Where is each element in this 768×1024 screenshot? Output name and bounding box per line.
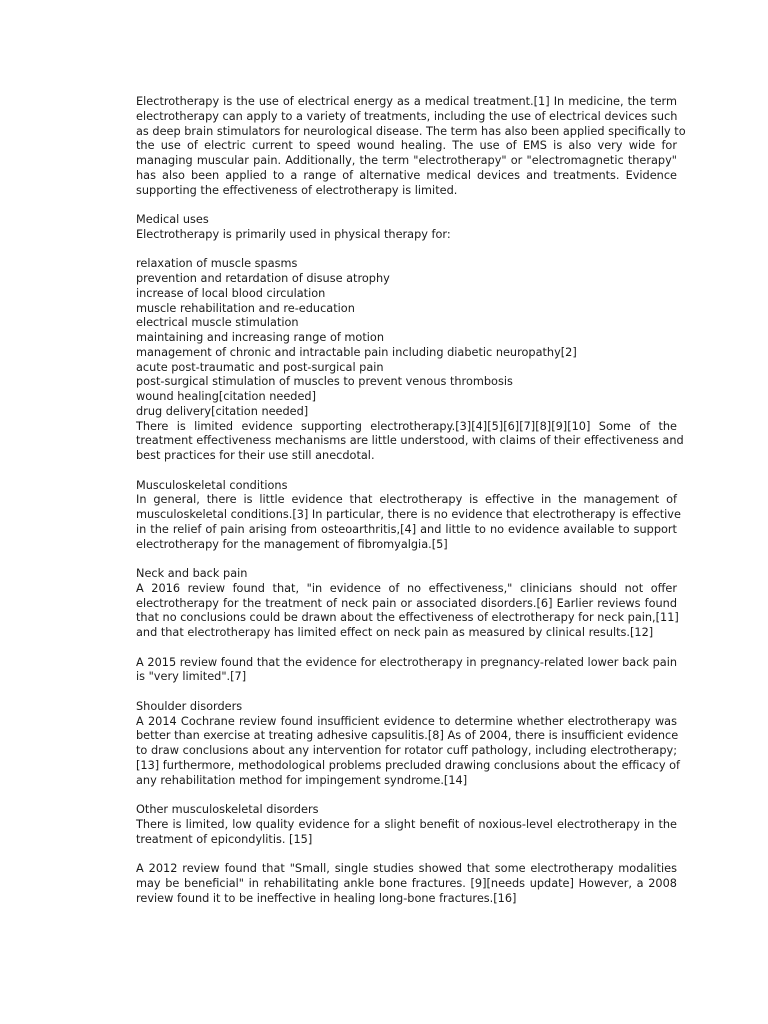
other-paragraph-2: [136, 862, 677, 906]
paragraph-line: In general, there is little evidence that electrotherapy is effective in the management of: [136, 493, 677, 507]
list-item: acute post-traumatic and post-surgical pain: [136, 360, 384, 374]
paragraph-line: best practices for their use still anecdotal.: [136, 449, 375, 462]
paragraph-line: managing muscular pain. Additionally, the term "electrotherapy" or "electromagnetic therapy": [136, 154, 677, 167]
medical-uses-intro: Electrotherapy is primarily used in physical therapy for:: [136, 227, 451, 241]
list-item: electrical muscle stimulation: [136, 316, 299, 330]
paragraph-line: There is limited evidence supporting electrotherapy.[3][4][5][6][7][8][9][10] Some of the: [136, 419, 677, 433]
paragraph-line: to draw conclusions about any intervention for rotator cuff pathology, including electrotherapy;: [136, 744, 677, 757]
medical-uses-list: [136, 257, 677, 419]
paragraph-line: musculoskeletal conditions.[3] In particular, there is no evidence that electrotherapy is effective: [136, 508, 681, 521]
section-heading-other-disorders: Other musculoskeletal disorders: [136, 803, 319, 816]
list-item: prevention and retardation of disuse atrophy: [136, 272, 390, 285]
paragraph-line: Electrotherapy is the use of electrical energy as a medical treatment.[1] In medicine, the term: [136, 95, 677, 108]
paragraph-line: the use of electric current to speed wound healing. The use of EMS is also very wide for: [136, 139, 677, 153]
paragraph-line: and that electrotherapy has limited effect on neck pain as measured by clinical results.[12]: [136, 626, 654, 639]
list-item: increase of local blood circulation: [136, 286, 326, 300]
list-item: post-surgical stimulation of muscles to prevent venous thrombosis: [136, 375, 513, 389]
section-heading-shoulder-disorders: Shoulder disorders: [136, 699, 243, 713]
paragraph-spacer: [136, 198, 677, 213]
paragraph-spacer: [136, 847, 677, 862]
paragraph-line: that no conclusions could be drawn about the effectiveness of electrotherapy for neck pain,[11]: [136, 611, 679, 625]
paragraph-spacer: [136, 685, 677, 700]
section-heading-medical-uses: Medical uses: [136, 213, 209, 226]
other-paragraph-1: [136, 818, 677, 848]
paragraph-spacer: [136, 788, 677, 803]
paragraph-line: treatment effectiveness mechanisms are little understood, with claims of their effectiveness and: [136, 434, 684, 448]
intro-paragraph: [136, 95, 686, 198]
list-item: maintaining and increasing range of motion: [136, 331, 384, 344]
paragraph-line: in the relief of pain arising from osteoarthritis,[4] and little to no evidence available to support: [136, 522, 677, 536]
paragraph-line: A 2012 review found that "Small, single studies showed that some electrotherapy modalities: [136, 862, 677, 875]
paragraph-line: A 2016 review found that, "in evidence of no effectiveness," clinicians should not offer: [136, 581, 677, 595]
list-item: management of chronic and intractable pain including diabetic neuropathy[2]: [136, 345, 577, 359]
paragraph-line: supporting the effectiveness of electrotherapy is limited.: [136, 183, 458, 197]
document-body: [136, 95, 686, 906]
paragraph-line: A 2015 review found that the evidence for electrotherapy in pregnancy-related lower back pain: [136, 655, 677, 669]
paragraph-line: There is limited, low quality evidence for a slight benefit of noxious-level electrotherapy in the: [136, 817, 677, 831]
medical-uses-closing-paragraph: [136, 419, 684, 464]
paragraph-spacer: [136, 641, 677, 656]
paragraph-spacer: [136, 243, 677, 258]
paragraph-line: better than exercise at treating adhesive capsulitis.[8] As of 2004, there is insufficient evidence: [136, 729, 679, 743]
paragraph-line: treatment of epicondylitis. [15]: [136, 832, 313, 846]
neck-back-paragraph-2: [136, 656, 677, 686]
paragraph-line: is "very limited".[7]: [136, 670, 247, 684]
paragraph-spacer: [136, 464, 677, 479]
paragraph-line: any rehabilitation method for impingement syndrome.[14]: [136, 773, 468, 787]
paragraph-line: has also been applied to a range of alternative medical devices and treatments. Evidence: [136, 168, 677, 182]
paragraph-line: electrotherapy for the treatment of neck pain or associated disorders.[6] Earlier reviews found: [136, 596, 677, 610]
paragraph-line: as deep brain stimulators for neurological disease. The term has also been applied specifically to: [136, 124, 686, 138]
list-item: wound healing[citation needed]: [136, 390, 316, 403]
paragraph-line: A 2014 Cochrane review found insufficient evidence to determine whether electrotherapy was: [136, 714, 677, 728]
shoulder-paragraph: [136, 714, 680, 789]
section-heading-neck-back-pain: Neck and back pain: [136, 567, 248, 580]
paragraph-line: may be beneficial" in rehabilitating ankle bone fractures. [9][needs update] However, a 2008: [136, 876, 677, 890]
section-heading-musculoskeletal: Musculoskeletal conditions: [136, 478, 288, 492]
paragraph-line: review found it to be ineffective in healing long-bone fractures.[16]: [136, 891, 517, 905]
paragraph-line: [13] furthermore, methodological problems precluded drawing conclusions about the efficacy of: [136, 758, 680, 772]
musculoskeletal-paragraph: [136, 493, 681, 552]
paragraph-line: electrotherapy can apply to a variety of treatments, including the use of electrical devices such: [136, 109, 678, 123]
paragraph-spacer: [136, 552, 677, 567]
neck-back-paragraph-1: [136, 582, 677, 641]
paragraph-line: electrotherapy for the management of fibromyalgia.[5]: [136, 537, 448, 551]
list-item: muscle rehabilitation and re-education: [136, 301, 355, 315]
list-item: relaxation of muscle spasms: [136, 257, 298, 271]
list-item: drug delivery[citation needed]: [136, 404, 309, 418]
